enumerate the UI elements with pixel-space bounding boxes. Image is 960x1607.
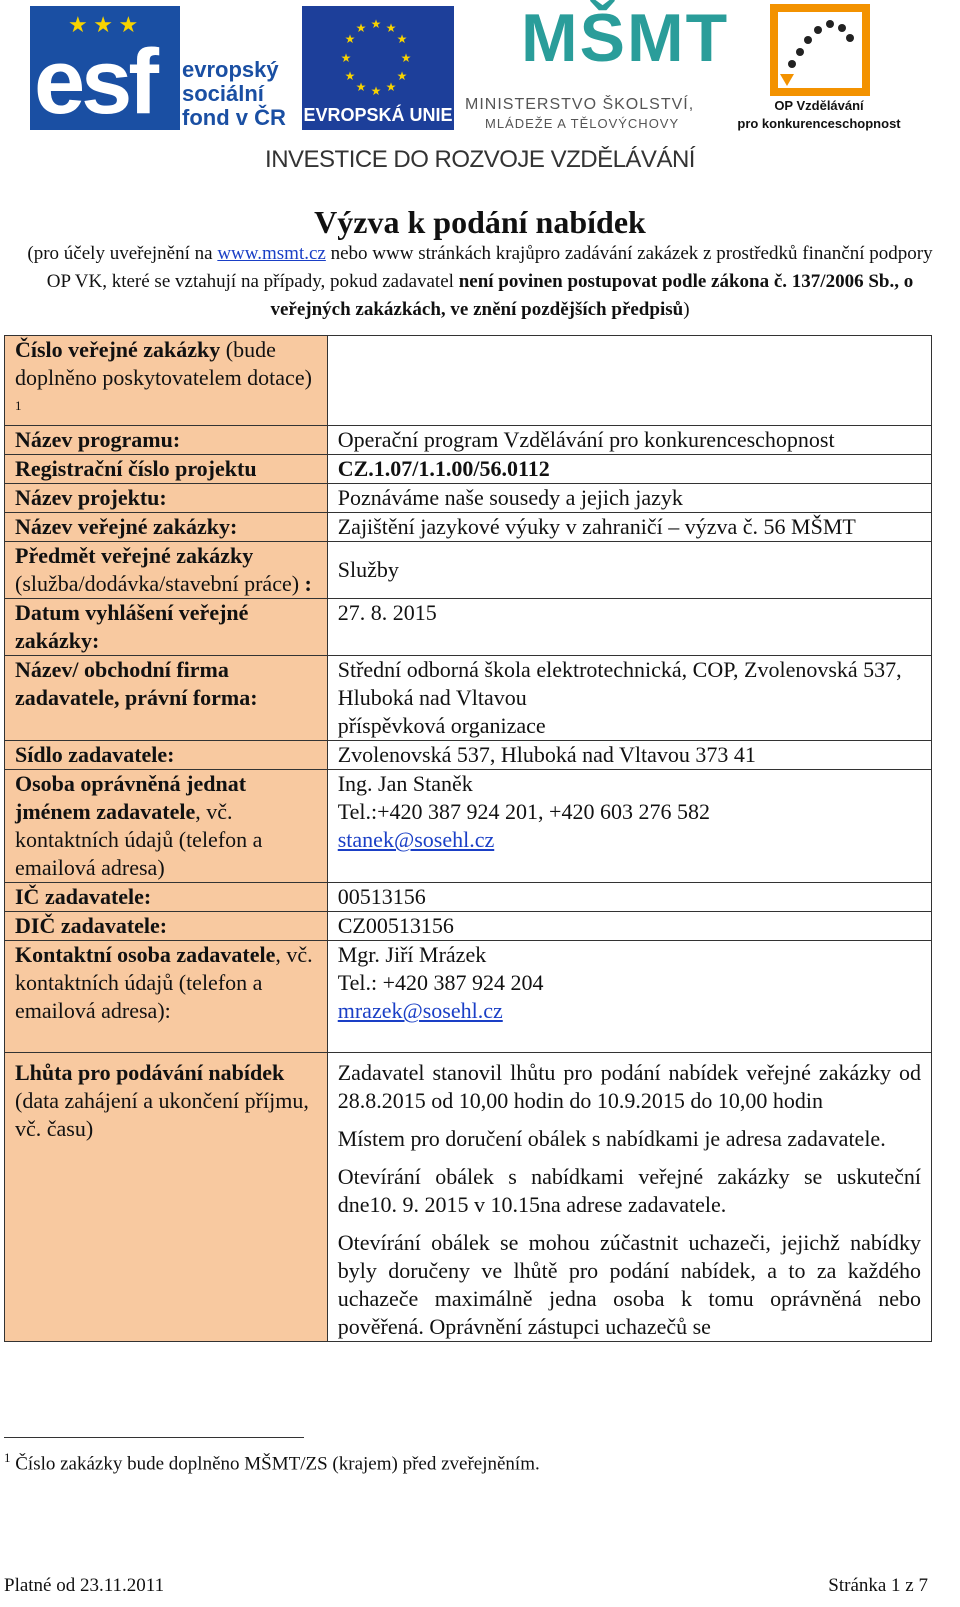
label-rest: , vč. kontaktních údajů (telefon a emailová adresa) [15, 799, 263, 881]
svg-text:★: ★ [370, 84, 382, 98]
label-ic: IČ zadavatele: [5, 883, 328, 912]
esf-text [182, 58, 286, 130]
label-datum: Datum vyhlášení veřejné zakázky: [5, 599, 328, 656]
eu-logo [302, 6, 454, 130]
subtitle-bold-2: , o veřejných zakázkách, ve znění pozdějších předpisů [270, 271, 914, 320]
footnote-ref: 1 [15, 398, 22, 413]
stars-icon: ★ ★ ★ [68, 12, 139, 37]
label-program: Název programu: [5, 426, 328, 455]
lhuta-paragraph: Zadavatel stanovil lhůtu pro podání nabídek veřejné zakázky od 28.8.2015 od 10,00 hodin do 10.9.2015 do 10,00 hodin [337, 1060, 921, 1114]
label-end: : [299, 571, 312, 597]
eu-stars-icon [336, 18, 416, 98]
label-rest: (služba/dodávka/stavební práce) [15, 571, 300, 597]
label-bold: Osoba oprávněná jednat jménem zadavatele [15, 771, 247, 825]
info-table [4, 335, 932, 1342]
msmt-logo [465, 0, 730, 134]
value-dic: CZ00513156 [327, 912, 931, 941]
value-reg: CZ.1.07/1.1.00/56.0112 [327, 455, 931, 484]
label-lhuta [5, 1053, 328, 1342]
label-bold: Číslo veřejné zakázky [15, 337, 221, 362]
table-row [5, 741, 932, 770]
subtitle [20, 240, 940, 324]
svg-text:★: ★ [355, 80, 367, 94]
footnote [4, 1450, 540, 1475]
contact-phone: Tel.: +420 387 924 204 [337, 970, 544, 996]
contact-email-link[interactable]: mrazek@sosehl.cz [337, 998, 503, 1024]
lhuta-paragraph: Otevírání obálek s nabídkami veřejné zakázky se uskuteční dne10. 9. 2015 v 10.15na adrese zadavatele. [337, 1164, 921, 1218]
label-osoba [5, 770, 328, 883]
msmt-link[interactable]: www.msmt.cz [217, 243, 326, 264]
logo-band [0, 0, 960, 140]
label-bold: Lhůta pro podávání nabídek [15, 1060, 285, 1086]
footer-page-number: Stránka 1 z 7 [828, 1575, 928, 1596]
footnote-divider [4, 1437, 304, 1438]
value-kontakt [327, 941, 931, 1053]
table-row [5, 912, 932, 941]
label-dic: DIČ zadavatele: [5, 912, 328, 941]
label-firma: Název/ obchodní firma zadavatele, právní forma: [5, 656, 328, 741]
esf-logo [30, 6, 298, 133]
esf-mark [30, 6, 180, 133]
table-row [5, 1053, 932, 1342]
label-projekt: Název projektu: [5, 484, 328, 513]
svg-text:★: ★ [340, 51, 352, 65]
svg-text:★: ★ [396, 69, 408, 83]
lhuta-paragraph: Otevírání obálek se mohou zúčastnit uchazeči, jejichž nabídky byly doručeny ve lhůtě pro podání nabídek, a to za každého uchazeče maximálně jedna osoba k tomu oprávněná nebo pověřená. Oprávnění zástupci uchazečů se [337, 1230, 921, 1340]
op-line2: pro konkurenceschopnost [737, 116, 901, 131]
svg-text:★: ★ [355, 21, 367, 35]
table-row [5, 455, 932, 484]
label-reg: Registrační číslo projektu [5, 455, 328, 484]
contact-phone: Tel.:+420 387 924 201, +420 603 276 582 [337, 799, 710, 825]
value-cislo [327, 336, 931, 426]
value-projekt: Poznáváme naše sousedy a jejich jazyk [327, 484, 931, 513]
table-row [5, 542, 932, 599]
footnote-text: Číslo zakázky bude doplněno MŠMT/ZS (krajem) před zveřejněním. [10, 1453, 540, 1475]
contact-name: Mgr. Jiří Mrázek [337, 942, 487, 968]
value-zakazka: Zajištění jazykové výuky v zahraničí – výzva č. 56 MŠMT [327, 513, 931, 542]
esf-line3: fond v ČR [182, 105, 286, 130]
label-rest: , vč. kontaktních údajů (telefon a emailová adresa): [15, 942, 313, 1024]
firma-form: příspěvková organizace [337, 713, 546, 739]
op-line1: OP Vzdělávání [774, 98, 864, 113]
value-datum: 27. 8. 2015 [327, 599, 931, 656]
svg-text:★: ★ [400, 51, 412, 65]
value-program: Operační program Vzdělávání pro konkurenceschopnost [327, 426, 931, 455]
svg-text:★: ★ [344, 69, 356, 83]
svg-text:★: ★ [370, 18, 382, 31]
table-row [5, 484, 932, 513]
footnote-number: 1 [4, 1450, 11, 1465]
value-sidlo: Zvolenovská 537, Hluboká nad Vltavou 373 41 [327, 741, 931, 770]
subtitle-text-3: ) [683, 299, 690, 320]
op-logo [734, 4, 904, 132]
value-predmet: Služby [327, 542, 931, 599]
label-sidlo: Sídlo zadavatele: [5, 741, 328, 770]
label-rest: (data zahájení a ukončení příjmu, vč. času) [15, 1088, 309, 1142]
table-row [5, 599, 932, 656]
table-row [5, 656, 932, 741]
svg-text:★: ★ [344, 32, 356, 46]
label-rest: (bude doplněno poskytovatelem dotace) [15, 337, 312, 390]
contact-email-link[interactable]: stanek@sosehl.cz [337, 827, 495, 853]
op-mark-icon [770, 4, 870, 96]
contact-name: Ing. Jan Staněk [337, 771, 473, 797]
svg-text:★: ★ [385, 80, 397, 94]
value-firma [327, 656, 931, 741]
msmt-line1: MINISTERSTVO ŠKOLSTVÍ, [465, 96, 695, 113]
table-row [5, 336, 932, 426]
label-predmet [5, 542, 328, 599]
msmt-line2: MLÁDEŽE A TĚLOVÝCHOVY [485, 116, 680, 131]
label-cislo [5, 336, 328, 426]
subtitle-text-1: (pro účely uveřejnění na [27, 243, 218, 264]
esf-letters: esf [34, 31, 155, 133]
table-row [5, 883, 932, 912]
msmt-mark: MŠMT [521, 0, 730, 76]
label-bold: Předmět veřejné zakázky [15, 543, 254, 569]
table-row [5, 941, 932, 1053]
svg-text:★: ★ [396, 32, 408, 46]
eu-text: EVROPSKÁ UNIE [303, 105, 453, 125]
lhuta-paragraph: Místem pro doručení obálek s nabídkami je adresa zadavatele. [337, 1126, 886, 1152]
value-ic: 00513156 [327, 883, 931, 912]
table-row [5, 513, 932, 542]
table-row [5, 770, 932, 883]
esf-line2: sociální [182, 81, 264, 106]
value-osoba [327, 770, 931, 883]
firma-name: Střední odborná škola elektrotechnická, COP, Zvolenovská 537, Hluboká nad Vltavou [337, 657, 902, 711]
svg-text:★: ★ [385, 21, 397, 35]
footer-validity: Platné od 23.11.2011 [4, 1575, 165, 1596]
subtitle-text-2: nebo www stránkách krajůpro zadávání zakázek z prostředků finanční podpory OP VK, které se vztahují na případy, pokud zadavatel [46, 243, 933, 292]
value-lhuta [327, 1053, 931, 1342]
table-row [5, 426, 932, 455]
label-zakazka: Název veřejné zakázky: [5, 513, 328, 542]
esf-line1: evropský [182, 57, 279, 82]
subtitle-bold: není povinen postupovat podle zákona č. 137/2006 Sb. [458, 271, 895, 292]
investice-heading: INVESTICE DO ROZVOJE VZDĚLÁVÁNÍ [265, 146, 695, 173]
page-title: Výzva k podání nabídek [314, 204, 646, 240]
label-bold: Kontaktní osoba zadavatele [15, 942, 276, 968]
label-kontakt [5, 941, 328, 1053]
